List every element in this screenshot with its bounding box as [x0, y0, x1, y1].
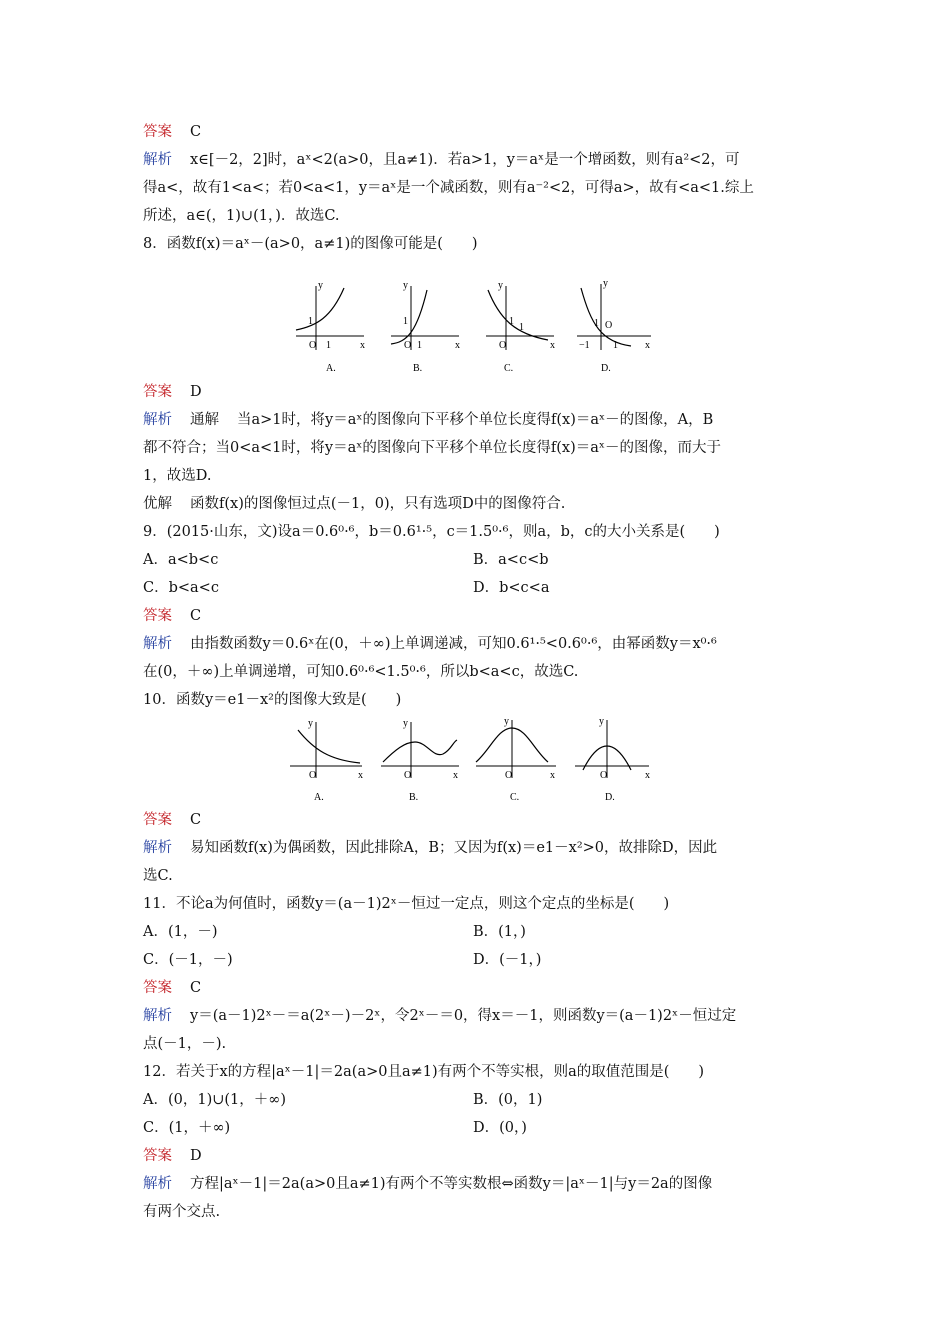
- curve: [298, 730, 360, 763]
- q9-analysis-line-1: [143, 630, 808, 658]
- curve: [383, 740, 457, 762]
- analysis-tag: 解析: [143, 840, 172, 856]
- tick-label: 1: [402, 316, 408, 327]
- tick-label: 1: [325, 340, 331, 351]
- q12-answer-line: [143, 1142, 808, 1170]
- q7-answer-line: [143, 118, 808, 146]
- curve: [488, 290, 548, 340]
- y-label: y: [402, 280, 408, 291]
- q11-analysis-line-2: 点(－1，－).: [143, 1036, 227, 1052]
- q12-options-row-2: [143, 1114, 808, 1142]
- y-label: y: [497, 280, 503, 291]
- y-label: y: [602, 278, 608, 289]
- q10-answer-line: [143, 806, 808, 834]
- tick-label: 1: [612, 340, 618, 351]
- x-label: x: [644, 770, 650, 781]
- tick-label: 1: [307, 316, 313, 327]
- x-label: x: [359, 340, 365, 351]
- q8-answer-line: [143, 378, 808, 406]
- q10-answer: C: [190, 812, 202, 828]
- q10-graph-c: [476, 716, 556, 803]
- origin-label: O: [599, 770, 607, 781]
- y-label: y: [317, 280, 323, 291]
- q12-analysis-text-1: 方程|aˣ－1|＝2a(a>0且a≠1)有两个不等实数根⇔函数y＝|aˣ－1|与y＝2a的图像: [190, 1176, 713, 1192]
- q8-figure-group: [286, 258, 666, 378]
- y-label: y: [503, 716, 509, 727]
- q8-stem: 8．函数f(x)＝aˣ－(a>0，a≠1)的图像可能是( ): [143, 236, 478, 252]
- tick-label: −1: [578, 340, 590, 351]
- q12-analysis-line-1: [143, 1170, 808, 1198]
- tick-label: 1: [593, 318, 599, 329]
- q9-options-row-2: [143, 574, 808, 602]
- q9-analysis-text-1: 由指数函数y＝0.6ˣ在(0，＋∞)上单调递减，可知0.6¹·⁵<0.6⁰·⁶，由幂函数y＝x⁰·⁶: [190, 636, 717, 652]
- answer-tag: 答案: [143, 384, 172, 400]
- q8-answer: D: [190, 384, 202, 400]
- figure-label-a: A.: [325, 363, 336, 374]
- figure-label-b: B.: [412, 363, 422, 374]
- figure-label-a: A.: [313, 792, 324, 803]
- figure-label-d: D.: [604, 792, 615, 803]
- q11-stem: 11．不论a为何值时，函数y＝(a－1)2ˣ－恒过一定点，则这个定点的坐标是( ): [143, 896, 670, 912]
- q9-stem: 9．(2015·山东，文)设a＝0.6⁰·⁶，b＝0.6¹·⁵，c＝1.5⁰·⁶，则a，b，c的大小关系是( ): [143, 524, 720, 540]
- q11-option-a: A．(1，－): [143, 924, 218, 940]
- curve: [581, 288, 631, 346]
- analysis-tag: 解析: [143, 1176, 172, 1192]
- figure-label-c: C.: [509, 792, 519, 803]
- analysis-tag: 解析: [143, 152, 172, 168]
- q10-graph-a: [290, 718, 363, 803]
- q7-analysis-line-3: 所述，a∈(，1)∪(1，)．故选C.: [143, 208, 340, 224]
- q11-options-row-2: [143, 946, 808, 974]
- x-label: x: [549, 340, 555, 351]
- origin-label: O: [498, 340, 506, 351]
- q9-answer: C: [190, 608, 202, 624]
- x-label: x: [452, 770, 458, 781]
- q9-option-c: C．b<a<c: [143, 580, 219, 596]
- y-label: y: [598, 716, 604, 727]
- youjie-tag: 优解: [143, 496, 172, 512]
- q9-analysis-line-2: 在(0，＋∞)上单调递增，可知0.6⁰·⁶<1.5⁰·⁶，所以b<a<c，故选C.: [143, 664, 579, 680]
- origin-label: O: [403, 770, 411, 781]
- q7-answer: C: [190, 124, 202, 140]
- q11-analysis-line-1: [143, 1002, 808, 1030]
- q8-analysis-line-3: 1，故选D.: [143, 468, 212, 484]
- q10-figure-group: [286, 714, 666, 806]
- analysis-tag: 解析: [143, 1008, 172, 1024]
- q12-analysis-line-2: 有两个交点.: [143, 1204, 221, 1220]
- q10-analysis-text-1: 易知函数f(x)为偶函数，因此排除A，B；又因为f(x)＝e1－x²>0，故排除D，因此: [190, 840, 718, 856]
- q10-graph-b: [381, 718, 459, 803]
- tick-label: 1: [518, 322, 524, 333]
- origin-label: O: [308, 770, 316, 781]
- q9-options-row-1: [143, 546, 808, 574]
- figure-label-b: B.: [408, 792, 418, 803]
- answer-tag: 答案: [143, 980, 172, 996]
- q7-analysis-line-1: [143, 146, 808, 174]
- q9-option-b: B．a<c<b: [473, 552, 549, 568]
- origin-label: O: [308, 340, 316, 351]
- q10-analysis-line-2: 选C.: [143, 868, 173, 884]
- y-label: y: [402, 718, 408, 729]
- q8-analysis-line-2: 都不符合；当0<a<1时，将y＝aˣ的图像向下平移个单位长度得f(x)＝aˣ－的图像，而大于: [143, 440, 722, 456]
- figure-label-c: C.: [503, 363, 513, 374]
- x-label: x: [644, 340, 650, 351]
- q8-youjie-text: 函数f(x)的图像恒过点(－1，0)，只有选项D中的图像符合.: [190, 496, 566, 512]
- q7-analysis-text-1: x∈[－2，2]时，aˣ<2(a>0，且a≠1)．若a>1，y＝aˣ是一个增函数，则有a²<2，可: [190, 152, 740, 168]
- q8-analysis-text-1: 当a>1时，将y＝aˣ的图像向下平移个单位长度得f(x)＝aˣ－的图像，A，B: [237, 412, 714, 428]
- q9-answer-line: [143, 602, 808, 630]
- q8-figures: [143, 258, 808, 378]
- y-label: y: [307, 718, 313, 729]
- curve: [296, 288, 344, 330]
- q10-analysis-line-1: [143, 834, 808, 862]
- q10-figures: [143, 714, 808, 806]
- tick-label: 1: [416, 340, 422, 351]
- analysis-tag: 解析: [143, 412, 172, 428]
- q11-analysis-text-1: y＝(a－1)2ˣ－＝a(2ˣ－)－2ˣ，令2ˣ－＝0，得x＝－1，则函数y＝(a－1)2ˣ－恒过定: [190, 1008, 737, 1024]
- answer-tag: 答案: [143, 812, 172, 828]
- q11-option-d: D．(－1，): [473, 952, 542, 968]
- q9-option-a: A．a<b<c: [143, 552, 219, 568]
- x-label: x: [357, 770, 363, 781]
- q12-stem: 12．若关于x的方程|aˣ－1|＝2a(a>0且a≠1)有两个不等实根，则a的取值范围是( ): [143, 1064, 705, 1080]
- q8-graph-b: [391, 280, 460, 374]
- q12-option-a: A．(0，1)∪(1，＋∞): [143, 1092, 287, 1108]
- origin-label: O: [604, 320, 612, 331]
- q12-answer: D: [190, 1148, 202, 1164]
- q7-analysis-line-2: 得a<，故有1<a<；若0<a<1，y＝aˣ是一个减函数，则有a⁻²<2，可得a>，故有<a<1.综上: [143, 180, 754, 196]
- q11-options-row-1: [143, 918, 808, 946]
- figure-label-d: D.: [600, 363, 611, 374]
- answer-tag: 答案: [143, 608, 172, 624]
- analysis-tag: 解析: [143, 636, 172, 652]
- q10-stem: 10．函数y＝e1－x²的图像大致是( ): [143, 692, 402, 708]
- q10-graph-d: [575, 716, 650, 803]
- q11-option-b: B．(1，): [473, 924, 526, 940]
- q11-answer: C: [190, 980, 202, 996]
- x-label: x: [454, 340, 460, 351]
- answer-tag: 答案: [143, 1148, 172, 1164]
- x-label: x: [549, 770, 555, 781]
- tongjie-tag: 通解: [190, 412, 219, 428]
- q12-option-d: D．(0，): [473, 1120, 527, 1136]
- q12-option-b: B．(0，1): [473, 1092, 543, 1108]
- q12-options-row-1: [143, 1086, 808, 1114]
- q8-graph-c: [486, 280, 555, 374]
- document-page: [143, 118, 808, 1226]
- q8-youjie-line: [143, 490, 808, 518]
- q8-graph-d: [577, 278, 651, 374]
- q11-answer-line: [143, 974, 808, 1002]
- q8-graph-a: [296, 280, 365, 374]
- answer-tag: 答案: [143, 124, 172, 140]
- origin-label: O: [403, 340, 411, 351]
- q12-option-c: C．(1，＋∞): [143, 1120, 231, 1136]
- origin-label: O: [504, 770, 512, 781]
- q9-option-d: D．b<c<a: [473, 580, 550, 596]
- tick-label: 1: [508, 316, 514, 327]
- q11-option-c: C．(－1，－): [143, 952, 233, 968]
- q8-analysis-line-1: [143, 406, 808, 434]
